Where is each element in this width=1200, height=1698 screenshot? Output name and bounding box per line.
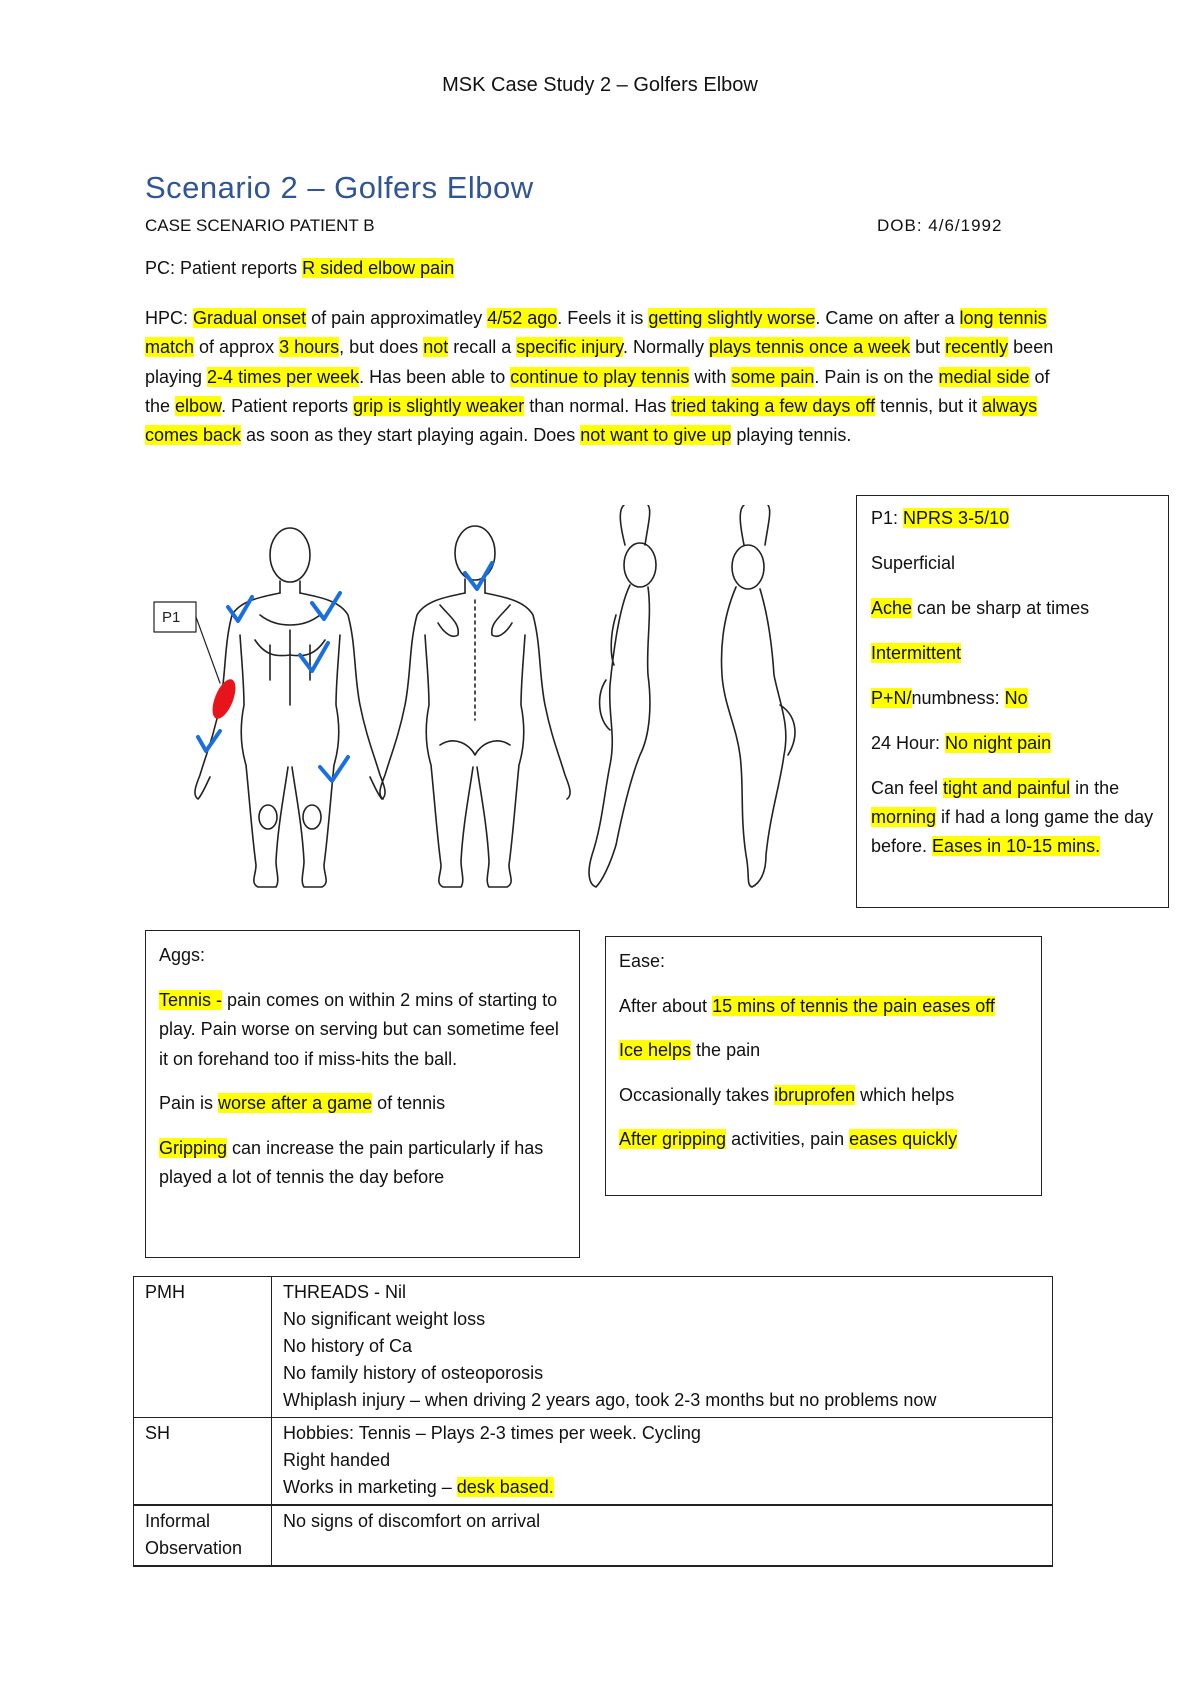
body-side-figures <box>589 505 795 887</box>
aggs-gripping: Gripping can increase the pain particularly if has played a lot of tennis the day before <box>159 1137 544 1187</box>
hpc-segment: elbow <box>175 395 222 416</box>
hpc-segment: continue to play tennis <box>510 366 690 387</box>
hpc-segment: getting slightly worse <box>648 308 816 328</box>
hpc-segment: not <box>423 337 449 358</box>
dob: DOB: 4/6/1992 <box>877 216 1003 235</box>
hpc-segment: of the <box>145 366 1050 416</box>
observation-label: Informal Observation <box>134 1505 272 1566</box>
p1-pins-needles: P+N/numbness: No <box>871 688 1028 708</box>
pc-label: PC: <box>145 258 176 278</box>
history-presenting-complaint <box>145 304 1060 450</box>
table-row <box>134 1505 1053 1566</box>
hpc-segment: 3 hours <box>279 337 340 358</box>
hpc-segment: recall a <box>448 337 517 358</box>
patient-label: CASE SCENARIO PATIENT B <box>145 216 375 235</box>
ease-ice: Ice helps the pain <box>619 1040 761 1060</box>
ease-title: Ease: <box>619 951 666 971</box>
hpc-segment: tennis, but it <box>875 395 983 416</box>
hpc-segment: . Feels it is <box>557 308 649 328</box>
hpc-segment: but <box>910 337 946 358</box>
hpc-segment: than normal. Has <box>524 395 672 416</box>
scenario-title: Scenario 2 – Golfers Elbow <box>145 170 534 205</box>
pc-text: Patient reports <box>180 258 298 278</box>
aggravating-factors-box <box>145 930 580 1258</box>
p1-depth: Superficial <box>871 553 956 573</box>
hpc-segment: always comes back <box>145 395 1038 446</box>
hpc-segment: . Pain is on the <box>814 366 939 387</box>
hpc-segment: with <box>689 366 732 387</box>
document-header: MSK Case Study 2 – Golfers Elbow <box>442 74 758 96</box>
hpc-segment: recently <box>945 337 1009 358</box>
table-row <box>134 1277 1053 1418</box>
hpc-segment: of approx <box>194 337 280 358</box>
p1-marker-label: P1 <box>162 609 181 626</box>
p1-nprs: P1: NPRS 3-5/10 <box>871 508 1010 528</box>
pmh-content: THREADS - Nil No significant weight loss No history of Ca No family history of osteoporosis Whiplash injury – when driving 2 years ago, took 2-3 months but no problems now <box>272 1277 1053 1418</box>
hpc-segment: . Has been able to <box>359 366 511 387</box>
observation-content: No signs of discomfort on arrival <box>272 1505 1053 1566</box>
aggs-after-game: Pain is worse after a game of tennis <box>159 1093 446 1113</box>
body-front-figure <box>195 528 385 887</box>
p1-box <box>856 495 1169 908</box>
hpc-segment: tried taking a few days off <box>671 395 876 416</box>
p1-24-hour: 24 Hour: No night pain <box>871 733 1052 753</box>
hpc-segment: , but does <box>339 337 424 358</box>
pain-area-p1 <box>208 676 240 722</box>
aggs-title: Aggs: <box>159 945 206 965</box>
ease-gripping: After gripping activities, pain eases quickly <box>619 1129 958 1149</box>
history-table <box>133 1276 1053 1567</box>
hpc-segment: Gradual onset <box>193 308 307 328</box>
hpc-segment: specific injury <box>516 337 623 358</box>
ease-tennis: After about 15 mins of tennis the pain eases off <box>619 995 995 1016</box>
aggs-tennis: Tennis - pain comes on within 2 mins of starting to play. Pain worse on serving but can sometime feel it on forehand too if miss-hits the ball. <box>159 989 559 1069</box>
sh-label: SH <box>134 1418 272 1506</box>
hpc-segment: not want to give up <box>580 425 732 446</box>
hpc-segment: of pain approximatley <box>306 308 488 328</box>
body-chart <box>140 505 850 895</box>
presenting-complaint <box>145 258 454 279</box>
hpc-segment: 2-4 times per week <box>207 366 360 387</box>
p1-quality: Ache can be sharp at times <box>871 598 1090 618</box>
hpc-segment: long tennis match <box>145 308 1047 358</box>
ease-ibuprofen: Occasionally takes ibruprofen which helps <box>619 1084 955 1105</box>
hpc-segment: as soon as they start playing again. Does <box>241 425 581 446</box>
hpc-segment: plays tennis once a week <box>708 337 911 358</box>
hpc-segment: medial side <box>938 366 1030 387</box>
easing-factors-box <box>605 936 1042 1196</box>
hpc-segment: 4/52 ago <box>487 308 558 328</box>
hpc-label: HPC: <box>145 308 189 328</box>
hpc-segment: . Came on after a <box>815 308 960 328</box>
pmh-label: PMH <box>134 1277 272 1418</box>
hpc-segment: . Normally <box>622 337 709 358</box>
pc-highlight: R sided elbow pain <box>302 258 455 278</box>
p1-pattern: Intermittent <box>871 643 962 663</box>
hpc-segment: . Patient reports <box>221 395 354 416</box>
hpc-segment: some pain <box>731 366 815 387</box>
sh-content: Hobbies: Tennis – Plays 2-3 times per week. Cycling Right handed Works in marketing – desk based. <box>272 1418 1053 1506</box>
hpc-segment: grip is slightly weaker <box>353 395 525 416</box>
hpc-text <box>145 308 1053 445</box>
hpc-segment: playing tennis. <box>731 425 852 446</box>
p1-morning: Can feel tight and painful in the morning if had a long game the day before. Eases in 10-15 mins. <box>871 778 1154 856</box>
body-back-figure <box>380 526 570 887</box>
table-row <box>134 1418 1053 1506</box>
hpc-segment: been playing <box>145 337 1054 387</box>
